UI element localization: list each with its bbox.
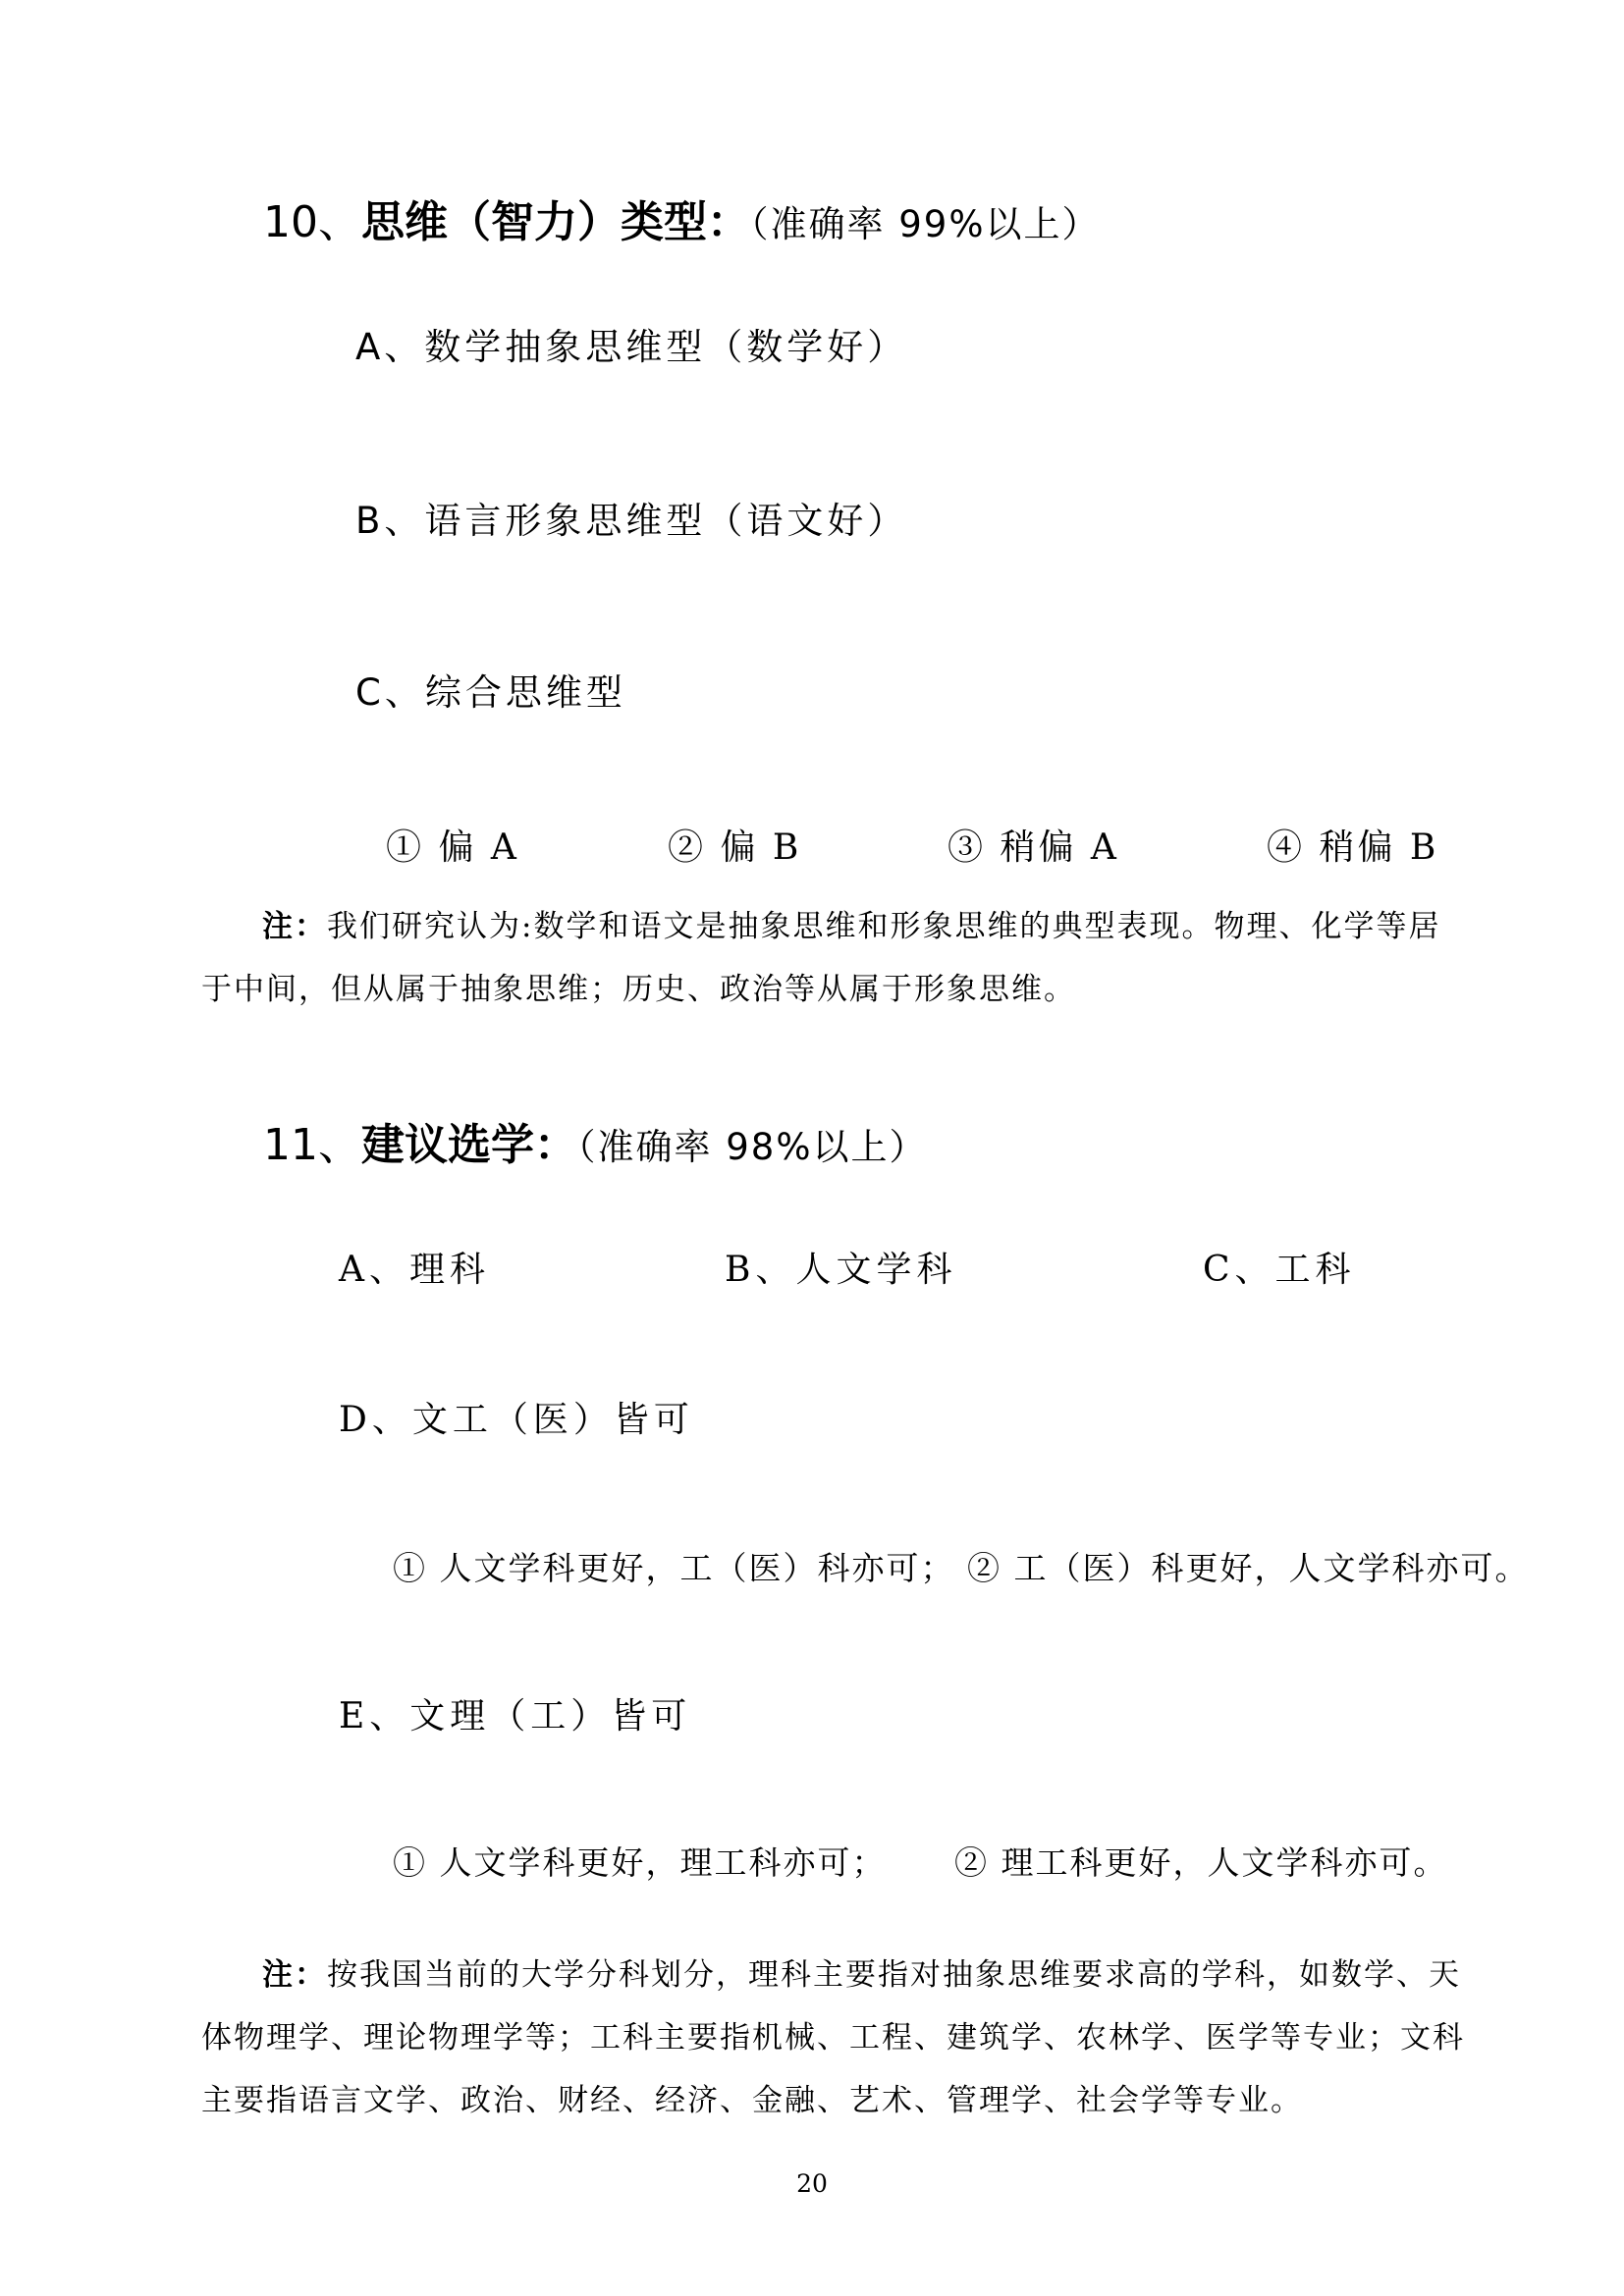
section-11-note-label: 注： <box>262 1957 327 1993</box>
section-11-option-d-subs: ① 人文学科更好，工（医）科亦可； ② 工（医）科更好，人文学科亦可。 <box>393 1549 1530 1587</box>
section-11-note <box>201 1944 1468 2132</box>
section-10-sub-option-3: ③ 稍偏 A <box>947 828 1119 868</box>
section-10-sub-option-4: ④ 稍偏 B <box>1267 828 1439 868</box>
section-10-option-b: B、语言形象思维型（语文好） <box>355 500 908 542</box>
section-11-note-text: 按我国当前的大学分科划分，理科主要指对抽象思维要求高的学科，如数学、天体物理学、理论物理学等；工科主要指机械、工程、建筑学、农林学、医学等专业；文科主要指语言文学、政治、财经、经济、金融、艺术、管理学、社会学等专业。 <box>201 1957 1465 2118</box>
section-11-option-b: B、人文学科 <box>725 1250 957 1290</box>
section-10-option-a: A、数学抽象思维型（数学好） <box>355 326 908 368</box>
section-11-option-a: A、理科 <box>339 1250 490 1290</box>
section-11-option-c: C、工科 <box>1203 1250 1356 1290</box>
section-11-heading <box>263 1109 928 1172</box>
section-11-option-e: E、文理（工）皆可 <box>339 1696 692 1736</box>
section-11-number: 11、 <box>263 1120 361 1170</box>
page-number: 20 <box>796 2169 828 2198</box>
section-10-title: 思维（智力）类型： <box>361 197 750 247</box>
section-11-option-d: D、文工（医）皆可 <box>339 1400 694 1440</box>
section-10-sub-option-2: ② 偏 B <box>668 828 802 868</box>
section-10-option-c: C、综合思维型 <box>355 671 626 714</box>
section-11-accuracy: （准确率 98%以上） <box>577 1126 928 1168</box>
section-10-sub-option-1: ① 偏 A <box>386 828 519 868</box>
section-10-note-label: 注： <box>262 909 327 944</box>
section-11-option-e-sub-2: ② 理工科更好，人文学科亦可。 <box>954 1843 1448 1882</box>
section-10-accuracy: （准确率 99%以上） <box>750 203 1101 245</box>
section-11-title: 建议选学： <box>361 1120 577 1170</box>
section-10-note <box>201 895 1468 1021</box>
section-10-heading <box>263 187 1101 249</box>
section-10-number: 10、 <box>263 197 361 247</box>
section-10-note-text: 我们研究认为:数学和语文是抽象思维和形象思维的典型表现。物理、化学等居于中间，但从属于抽象思维；历史、政治等从属于形象思维。 <box>201 909 1441 1007</box>
section-11-option-e-sub-1: ① 人文学科更好，理工科亦可； <box>393 1843 887 1882</box>
